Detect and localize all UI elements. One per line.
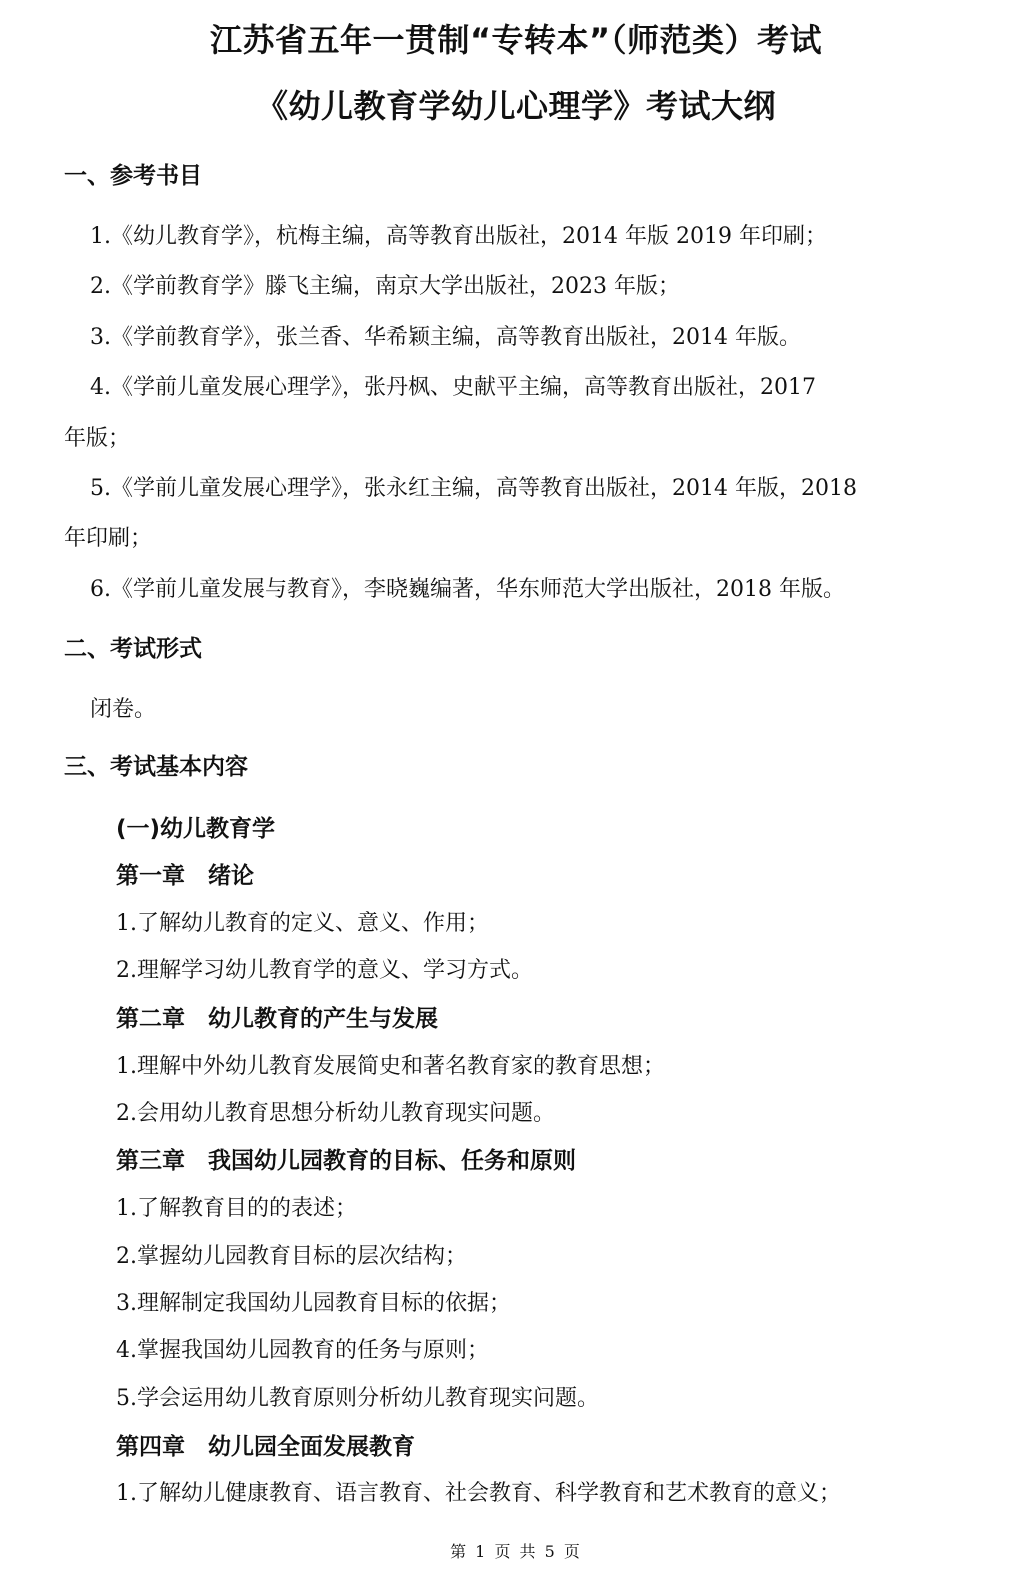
- chapter-item: 1.了解幼儿健康教育、语言教育、社会教育、科学教育和艺术教育的意义；: [116, 1481, 841, 1506]
- chapter-item: 2.理解学习幼儿教育学的意义、学习方式。: [116, 958, 533, 983]
- chapter-item: 1.理解中外幼儿教育发展简史和著名教育家的教育思想；: [116, 1054, 665, 1079]
- chapter-heading: 第四章 幼儿园全面发展教育: [116, 1434, 415, 1460]
- chapter-item: 1.了解教育目的的表述；: [116, 1196, 357, 1221]
- chapter-item: 3.理解制定我国幼儿园教育目标的依据；: [116, 1291, 511, 1316]
- reference-item-continuation: 年版；: [64, 426, 131, 451]
- chapter-item: 5.学会运用幼儿教育原则分析幼儿教育现实问题。: [116, 1386, 599, 1411]
- section-heading-references: 一、参考书目: [64, 163, 202, 189]
- document-title-line2: 《幼儿教育学幼儿心理学》考试大纲: [255, 87, 776, 125]
- chapter-heading: 第一章 绪论: [116, 863, 254, 889]
- reference-item: 2.《学前教育学》滕飞主编，南京大学出版社，2023 年版；: [90, 274, 680, 299]
- chapter-heading: 第二章 幼儿教育的产生与发展: [116, 1006, 438, 1032]
- reference-item: 5.《学前儿童发展心理学》，张永红主编，高等教育出版社，2014 年版，2018: [90, 476, 857, 501]
- chapter-heading: 第三章 我国幼儿园教育的目标、任务和原则: [116, 1148, 576, 1174]
- reference-item: 6.《学前儿童发展与教育》，李晓巍编著，华东师范大学出版社，2018 年版。: [90, 577, 845, 602]
- chapter-item: 2.掌握幼儿园教育目标的层次结构；: [116, 1244, 467, 1269]
- section-heading-exam-content: 三、考试基本内容: [64, 754, 248, 780]
- part-heading: (一)幼儿教育学: [116, 816, 276, 842]
- document-title-line1: 江苏省五年一贯制“专转本”（师范类）考试: [209, 21, 823, 59]
- chapter-item: 2.会用幼儿教育思想分析幼儿教育现实问题。: [116, 1101, 555, 1126]
- section-heading-exam-format: 二、考试形式: [64, 636, 202, 662]
- reference-item: 1.《幼儿教育学》，杭梅主编，高等教育出版社，2014 年版 2019 年印刷；: [90, 224, 827, 249]
- reference-item-continuation: 年印刷；: [64, 526, 153, 551]
- chapter-item: 1.了解幼儿教育的定义、意义、作用；: [116, 911, 489, 936]
- reference-item: 3.《学前教育学》，张兰香、华希颖主编，高等教育出版社，2014 年版。: [90, 325, 801, 350]
- exam-format-text: 闭卷。: [90, 697, 157, 722]
- reference-item: 4.《学前儿童发展心理学》，张丹枫、史献平主编，高等教育出版社，2017: [90, 375, 816, 400]
- chapter-item: 4.掌握我国幼儿园教育的任务与原则；: [116, 1338, 489, 1363]
- page-footer: 第 1 页 共 5 页: [450, 1542, 582, 1561]
